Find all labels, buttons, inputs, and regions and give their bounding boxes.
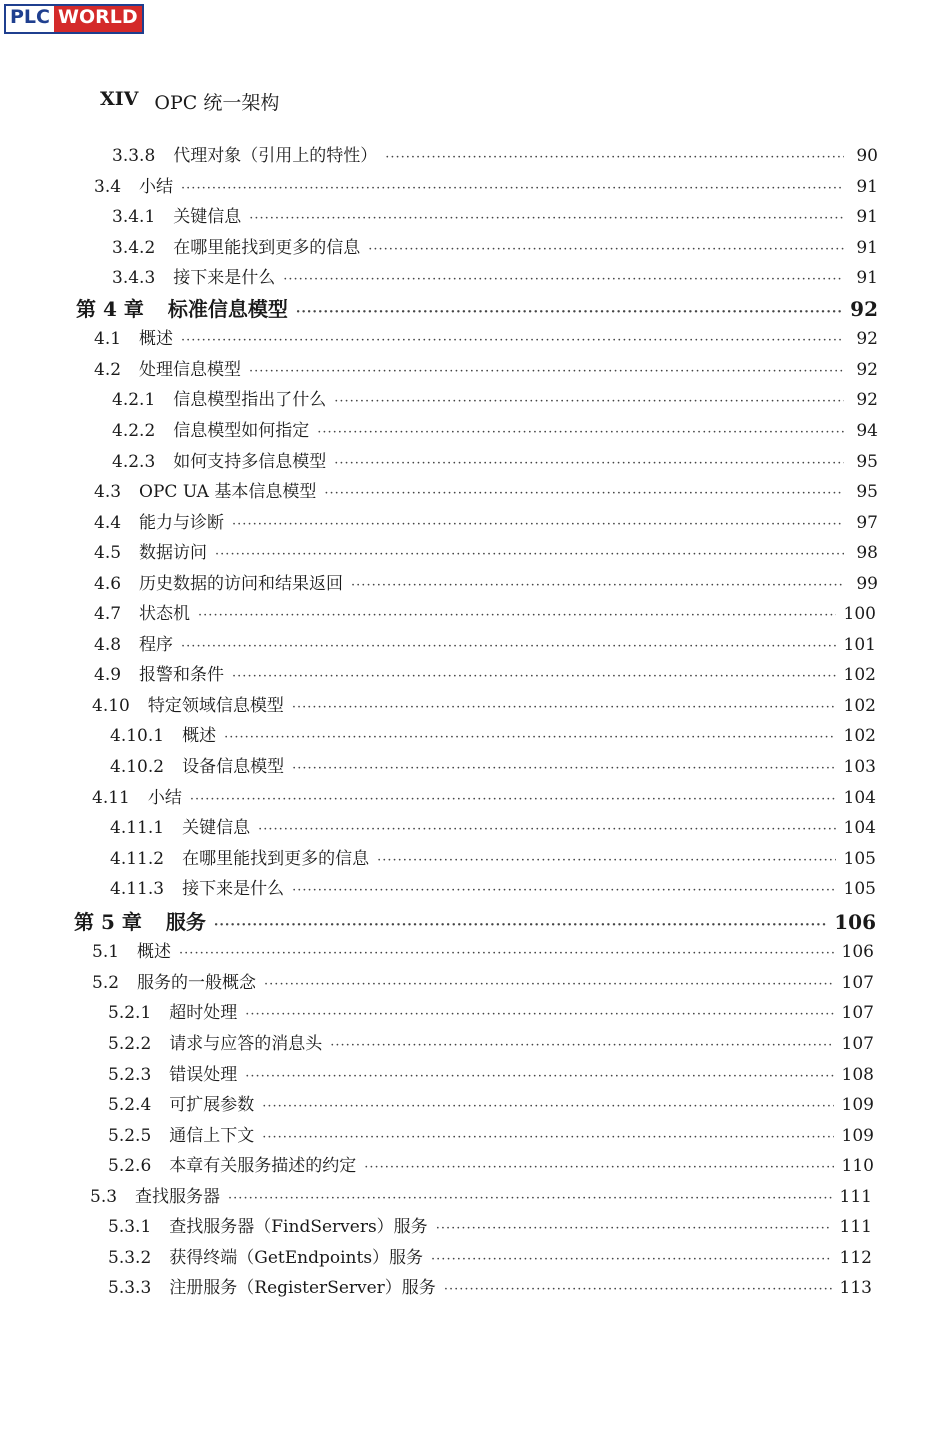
toc-entry bbox=[92, 691, 876, 721]
toc-entry bbox=[90, 1182, 872, 1212]
toc-entry-number: 3.4 bbox=[94, 177, 122, 197]
toc-entry-page: 91 bbox=[856, 177, 878, 197]
toc-entry-number: 4.11.3 bbox=[110, 879, 165, 899]
page-header bbox=[100, 88, 279, 115]
toc-leader-dots bbox=[292, 876, 835, 906]
toc-chapter-entry bbox=[76, 294, 878, 324]
toc-leader-dots bbox=[232, 510, 844, 540]
toc-entry bbox=[94, 477, 878, 507]
toc-entry-number: 5.2.2 bbox=[108, 1034, 152, 1054]
logo-plc: PLC bbox=[6, 6, 54, 32]
toc-entry-title: 能力与诊断 bbox=[139, 513, 225, 533]
toc-entry-page: 99 bbox=[856, 574, 878, 594]
toc-leader-dots bbox=[190, 785, 836, 815]
toc-entry bbox=[110, 874, 876, 904]
toc-leader-dots bbox=[179, 939, 834, 969]
toc-leader-dots bbox=[431, 1245, 832, 1275]
toc-leader-dots bbox=[292, 693, 836, 723]
toc-leader-dots bbox=[334, 387, 844, 417]
toc-entry-number: 5.3.3 bbox=[108, 1278, 152, 1298]
toc-entry-page: 91 bbox=[856, 207, 878, 227]
toc-entry-title: 获得终端（GetEndpoints）服务 bbox=[169, 1248, 424, 1268]
toc-entry-title: 报警和条件 bbox=[139, 665, 225, 685]
book-title: OPC 统一架构 bbox=[154, 92, 280, 114]
toc-entry-number: 4.11.1 bbox=[110, 818, 165, 838]
toc-entry-title: 设备信息模型 bbox=[182, 757, 285, 777]
toc-leader-dots bbox=[232, 662, 836, 692]
toc-entry bbox=[92, 783, 876, 813]
toc-entry-page: 92 bbox=[850, 297, 878, 321]
toc-entry-number: 5.3.1 bbox=[108, 1217, 152, 1237]
toc-entry-title: 注册服务（RegisterServer）服务 bbox=[169, 1278, 436, 1298]
toc-leader-dots bbox=[249, 204, 844, 234]
toc-entry bbox=[112, 233, 878, 263]
toc-entry-page: 97 bbox=[856, 513, 878, 533]
toc-entry-number: 4.5 bbox=[94, 543, 122, 563]
toc-entry-title: 查找服务器 bbox=[135, 1187, 221, 1207]
toc-leader-dots bbox=[181, 174, 844, 204]
toc-leader-dots bbox=[262, 1123, 833, 1153]
toc-entry-number: 4.10.1 bbox=[110, 726, 165, 746]
toc-entry-number: 4.6 bbox=[94, 574, 122, 594]
toc-entry-page: 113 bbox=[839, 1278, 872, 1298]
toc-entry bbox=[112, 416, 878, 446]
toc-entry-number: 4.2.2 bbox=[112, 421, 156, 441]
toc-entry-page: 105 bbox=[843, 879, 876, 899]
toc-entry-number: 4.10.2 bbox=[110, 757, 165, 777]
toc-entry-page: 109 bbox=[841, 1126, 874, 1146]
toc-entry-page: 108 bbox=[841, 1065, 874, 1085]
toc-leader-dots bbox=[444, 1275, 832, 1305]
toc-leader-dots bbox=[198, 601, 836, 631]
toc-entry bbox=[94, 172, 878, 202]
toc-entry-number: 第 5 章 bbox=[74, 910, 142, 934]
toc-entry-page: 111 bbox=[839, 1217, 872, 1237]
toc-entry bbox=[110, 752, 876, 782]
toc-entry bbox=[108, 1273, 872, 1303]
toc-entry-number: 4.2.3 bbox=[112, 452, 156, 472]
toc-entry bbox=[112, 141, 878, 171]
toc-entry-title: 历史数据的访问和结果返回 bbox=[139, 574, 344, 594]
toc-entry bbox=[108, 1090, 874, 1120]
toc-entry-number: 5.2.6 bbox=[108, 1156, 152, 1176]
toc-entry-title: 请求与应答的消息头 bbox=[169, 1034, 323, 1054]
toc-entry bbox=[94, 355, 878, 385]
toc-entry-title: 标准信息模型 bbox=[167, 297, 288, 321]
toc-entry-number: 4.9 bbox=[94, 665, 122, 685]
toc-entry-number: 4.11.2 bbox=[110, 849, 165, 869]
toc-leader-dots bbox=[377, 846, 835, 876]
toc-leader-dots bbox=[385, 143, 844, 173]
toc-entry-title: 关键信息 bbox=[173, 207, 242, 227]
toc-entry-page: 105 bbox=[843, 849, 876, 869]
toc-entry-number: 5.3 bbox=[90, 1187, 118, 1207]
toc-entry-page: 92 bbox=[856, 390, 878, 410]
toc-leader-dots bbox=[292, 754, 835, 784]
toc-entry-title: 概述 bbox=[137, 942, 172, 962]
toc-entry-number: 3.4.2 bbox=[112, 238, 156, 258]
toc-entry-title: 代理对象（引用上的特性） bbox=[173, 146, 378, 166]
toc-entry bbox=[108, 1212, 872, 1242]
toc-leader-dots bbox=[245, 1000, 833, 1030]
toc-entry-page: 98 bbox=[856, 543, 878, 563]
toc-entry-title: 接下来是什么 bbox=[182, 879, 285, 899]
toc-entry-page: 104 bbox=[843, 788, 876, 808]
toc-entry bbox=[108, 1121, 874, 1151]
toc-entry-title: 数据访问 bbox=[139, 543, 208, 563]
toc-leader-dots bbox=[334, 449, 844, 479]
toc-leader-dots bbox=[258, 815, 835, 845]
toc-leader-dots bbox=[224, 723, 835, 753]
toc-entry-page: 112 bbox=[839, 1248, 872, 1268]
toc-entry-title: 信息模型指出了什么 bbox=[173, 390, 327, 410]
toc-entry-title: 概述 bbox=[139, 329, 174, 349]
toc-entry-title: 错误处理 bbox=[169, 1065, 238, 1085]
toc-entry-page: 102 bbox=[843, 665, 876, 685]
toc-entry-page: 102 bbox=[843, 726, 876, 746]
toc-leader-dots bbox=[364, 1153, 833, 1183]
toc-entry bbox=[110, 813, 876, 843]
toc-entry-title: 小结 bbox=[139, 177, 174, 197]
toc-entry-number: 5.3.2 bbox=[108, 1248, 152, 1268]
toc-entry-page: 111 bbox=[839, 1187, 872, 1207]
toc-entry bbox=[92, 937, 874, 967]
toc-entry bbox=[112, 202, 878, 232]
toc-entry bbox=[110, 721, 876, 751]
toc-entry-page: 110 bbox=[841, 1156, 874, 1176]
toc-entry-number: 4.7 bbox=[94, 604, 122, 624]
page-number: XIV bbox=[100, 88, 139, 110]
toc-entry bbox=[94, 324, 878, 354]
toc-entry-number: 第 4 章 bbox=[76, 297, 144, 321]
toc-entry-page: 107 bbox=[841, 1034, 874, 1054]
toc-leader-dots bbox=[324, 479, 844, 509]
toc-entry-page: 90 bbox=[856, 146, 878, 166]
toc-leader-dots bbox=[181, 632, 836, 662]
toc-entry-title: 小结 bbox=[147, 788, 182, 808]
toc-entry-number: 4.1 bbox=[94, 329, 122, 349]
toc-entry-title: 超时处理 bbox=[169, 1003, 238, 1023]
toc-entry-title: 处理信息模型 bbox=[139, 360, 242, 380]
toc-entry-title: 程序 bbox=[139, 635, 174, 655]
toc-entry-number: 5.2.5 bbox=[108, 1126, 152, 1146]
toc-entry-page: 102 bbox=[843, 696, 876, 716]
toc-entry-title: 在哪里能找到更多的信息 bbox=[182, 849, 370, 869]
toc-entry bbox=[112, 263, 878, 293]
toc-entry bbox=[92, 968, 874, 998]
toc-entry-title: 关键信息 bbox=[182, 818, 251, 838]
toc-leader-dots bbox=[215, 540, 844, 570]
toc-entry-title: 本章有关服务描述的约定 bbox=[169, 1156, 357, 1176]
toc-entry-title: 服务 bbox=[165, 910, 206, 934]
toc-entry-page: 95 bbox=[856, 482, 878, 502]
toc-entry-page: 94 bbox=[856, 421, 878, 441]
toc-chapter-entry bbox=[74, 907, 876, 937]
toc-entry-number: 3.4.3 bbox=[112, 268, 156, 288]
toc-entry bbox=[112, 447, 878, 477]
toc-entry-number: 4.2 bbox=[94, 360, 122, 380]
toc-entry-title: 通信上下文 bbox=[169, 1126, 255, 1146]
toc-leader-dots bbox=[283, 265, 844, 295]
logo-world: WORLD bbox=[54, 6, 142, 32]
toc-entry-title: 特定领域信息模型 bbox=[147, 696, 284, 716]
toc-entry-page: 109 bbox=[841, 1095, 874, 1115]
toc-entry-number: 4.11 bbox=[92, 788, 130, 808]
toc-entry-page: 100 bbox=[843, 604, 876, 624]
toc-entry-page: 103 bbox=[843, 757, 876, 777]
toc-entry-page: 91 bbox=[856, 238, 878, 258]
toc-leader-dots bbox=[264, 970, 834, 1000]
toc-entry bbox=[94, 538, 878, 568]
toc-entry-number: 4.10 bbox=[92, 696, 130, 716]
toc-entry-number: 4.4 bbox=[94, 513, 122, 533]
toc-entry-title: 状态机 bbox=[139, 604, 191, 624]
toc-entry-page: 106 bbox=[834, 910, 876, 934]
toc-entry-page: 104 bbox=[843, 818, 876, 838]
toc-entry-number: 4.3 bbox=[94, 482, 122, 502]
toc-leader-dots bbox=[228, 1184, 832, 1214]
toc-entry-title: 信息模型如何指定 bbox=[173, 421, 310, 441]
toc-entry bbox=[108, 1029, 874, 1059]
toc-entry-page: 101 bbox=[843, 635, 876, 655]
toc-entry-number: 5.2.3 bbox=[108, 1065, 152, 1085]
toc-entry-number: 5.2 bbox=[92, 973, 120, 993]
toc-entry bbox=[94, 508, 878, 538]
toc-entry-page: 106 bbox=[841, 942, 874, 962]
toc-leader-dots bbox=[351, 571, 844, 601]
toc-entry-title: 可扩展参数 bbox=[169, 1095, 255, 1115]
toc-entry-page: 92 bbox=[856, 329, 878, 349]
toc-entry bbox=[94, 599, 876, 629]
toc-entry bbox=[110, 844, 876, 874]
toc-entry-number: 5.2.1 bbox=[108, 1003, 152, 1023]
toc-entry-number: 4.8 bbox=[94, 635, 122, 655]
toc-entry-title: 概述 bbox=[182, 726, 217, 746]
toc-leader-dots bbox=[245, 1062, 833, 1092]
toc-entry bbox=[94, 630, 876, 660]
toc-entry-number: 3.3.8 bbox=[112, 146, 156, 166]
toc-leader-dots bbox=[181, 326, 844, 356]
toc-entry bbox=[112, 385, 878, 415]
toc-entry-number: 5.1 bbox=[92, 942, 120, 962]
toc-entry-title: 在哪里能找到更多的信息 bbox=[173, 238, 361, 258]
toc-entry bbox=[94, 569, 878, 599]
toc-entry bbox=[108, 1060, 874, 1090]
toc-leader-dots bbox=[262, 1092, 833, 1122]
toc-leader-dots bbox=[249, 357, 844, 387]
toc-entry bbox=[108, 1243, 872, 1273]
toc-entry bbox=[108, 1151, 874, 1181]
plcworld-logo bbox=[4, 4, 144, 34]
toc-entry-number: 5.2.4 bbox=[108, 1095, 152, 1115]
toc-entry-page: 107 bbox=[841, 973, 874, 993]
toc-entry-page: 95 bbox=[856, 452, 878, 472]
toc-leader-dots bbox=[368, 235, 844, 265]
toc-entry-number: 3.4.1 bbox=[112, 207, 156, 227]
toc-entry-page: 107 bbox=[841, 1003, 874, 1023]
toc-entry bbox=[108, 998, 874, 1028]
toc-leader-dots bbox=[317, 418, 844, 448]
toc-entry-page: 91 bbox=[856, 268, 878, 288]
toc-entry-page: 92 bbox=[856, 360, 878, 380]
toc-entry-number: 4.2.1 bbox=[112, 390, 156, 410]
toc-entry-title: 如何支持多信息模型 bbox=[173, 452, 327, 472]
toc-entry-title: 查找服务器（FindServers）服务 bbox=[169, 1217, 428, 1237]
toc-entry-title: 接下来是什么 bbox=[173, 268, 276, 288]
toc-entry-title: 服务的一般概念 bbox=[137, 973, 257, 993]
toc-leader-dots bbox=[330, 1031, 833, 1061]
toc-entry bbox=[94, 660, 876, 690]
toc-leader-dots bbox=[436, 1214, 832, 1244]
toc-entry-title: OPC UA 基本信息模型 bbox=[139, 482, 317, 502]
